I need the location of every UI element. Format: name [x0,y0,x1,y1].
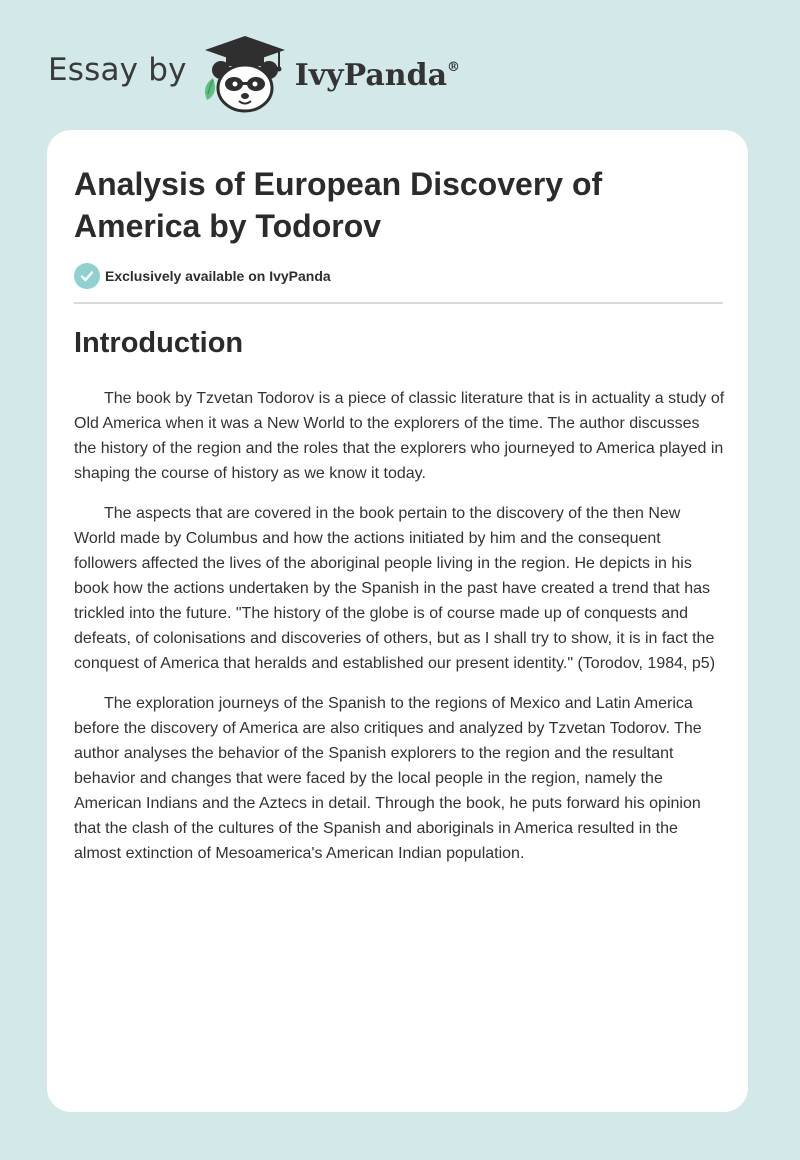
divider [74,302,723,304]
essay-card [47,130,748,1112]
paragraph: The exploration journeys of the Spanish to the regions of Mexico and Latin America before the discovery of America are also critiques and analyzed by Tzvetan Todorov. The author analyses the behavior of the Spanish explorers to the region and the resultant behavior and changes that were faced by the local people in the region, namely the American Indians and the Aztecs in detail. Through the book, he puts forward his opinion that the clash of the cultures of the Spanish and aboriginals in America resulted in the almost extinction of Mesoamerica's American Indian population. [74,695,702,862]
essay-title: Analysis of European Discovery of America by Todorov [74,166,603,244]
panda-logo-icon [199,34,291,114]
essay-by-label: Essay by [48,52,187,88]
essay-body [74,386,726,881]
paragraph: The aspects that are covered in the book pertain to the discovery of the then New World made by Columbus and how the actions initiated by him and the consequent followers affected the lives of the aboriginal people living in the region. He depicts in his book how the actions undertaken by the Spanish in the past have created a trend that has trickled into the future. "The history of the globe is of course made up of conquests and defeats, of colonisations and discoveries of others, but as I shall try to show, it is in fact the conquest of America that heralds and established our present identity." (Torodov, 1984, p5) [74,505,716,672]
check-circle-icon [74,263,100,289]
brand-header [48,34,460,114]
paragraph: The book by Tzvetan Todorov is a piece of classic literature that is in actuality a study of Old America when it was a New World to the explorers of the time. The author discusses the history of the region and the roles that the explorers who journeyed to America played in shaping the course of history as we know it today. [74,390,725,482]
registered-mark: ® [447,59,461,75]
brand-name-text: IvyPanda [294,57,448,93]
section-heading: Introduction [74,327,244,359]
exclusive-badge [74,263,331,289]
brand-name [295,58,460,93]
exclusive-badge-label: Exclusively available on IvyPanda [105,268,331,284]
